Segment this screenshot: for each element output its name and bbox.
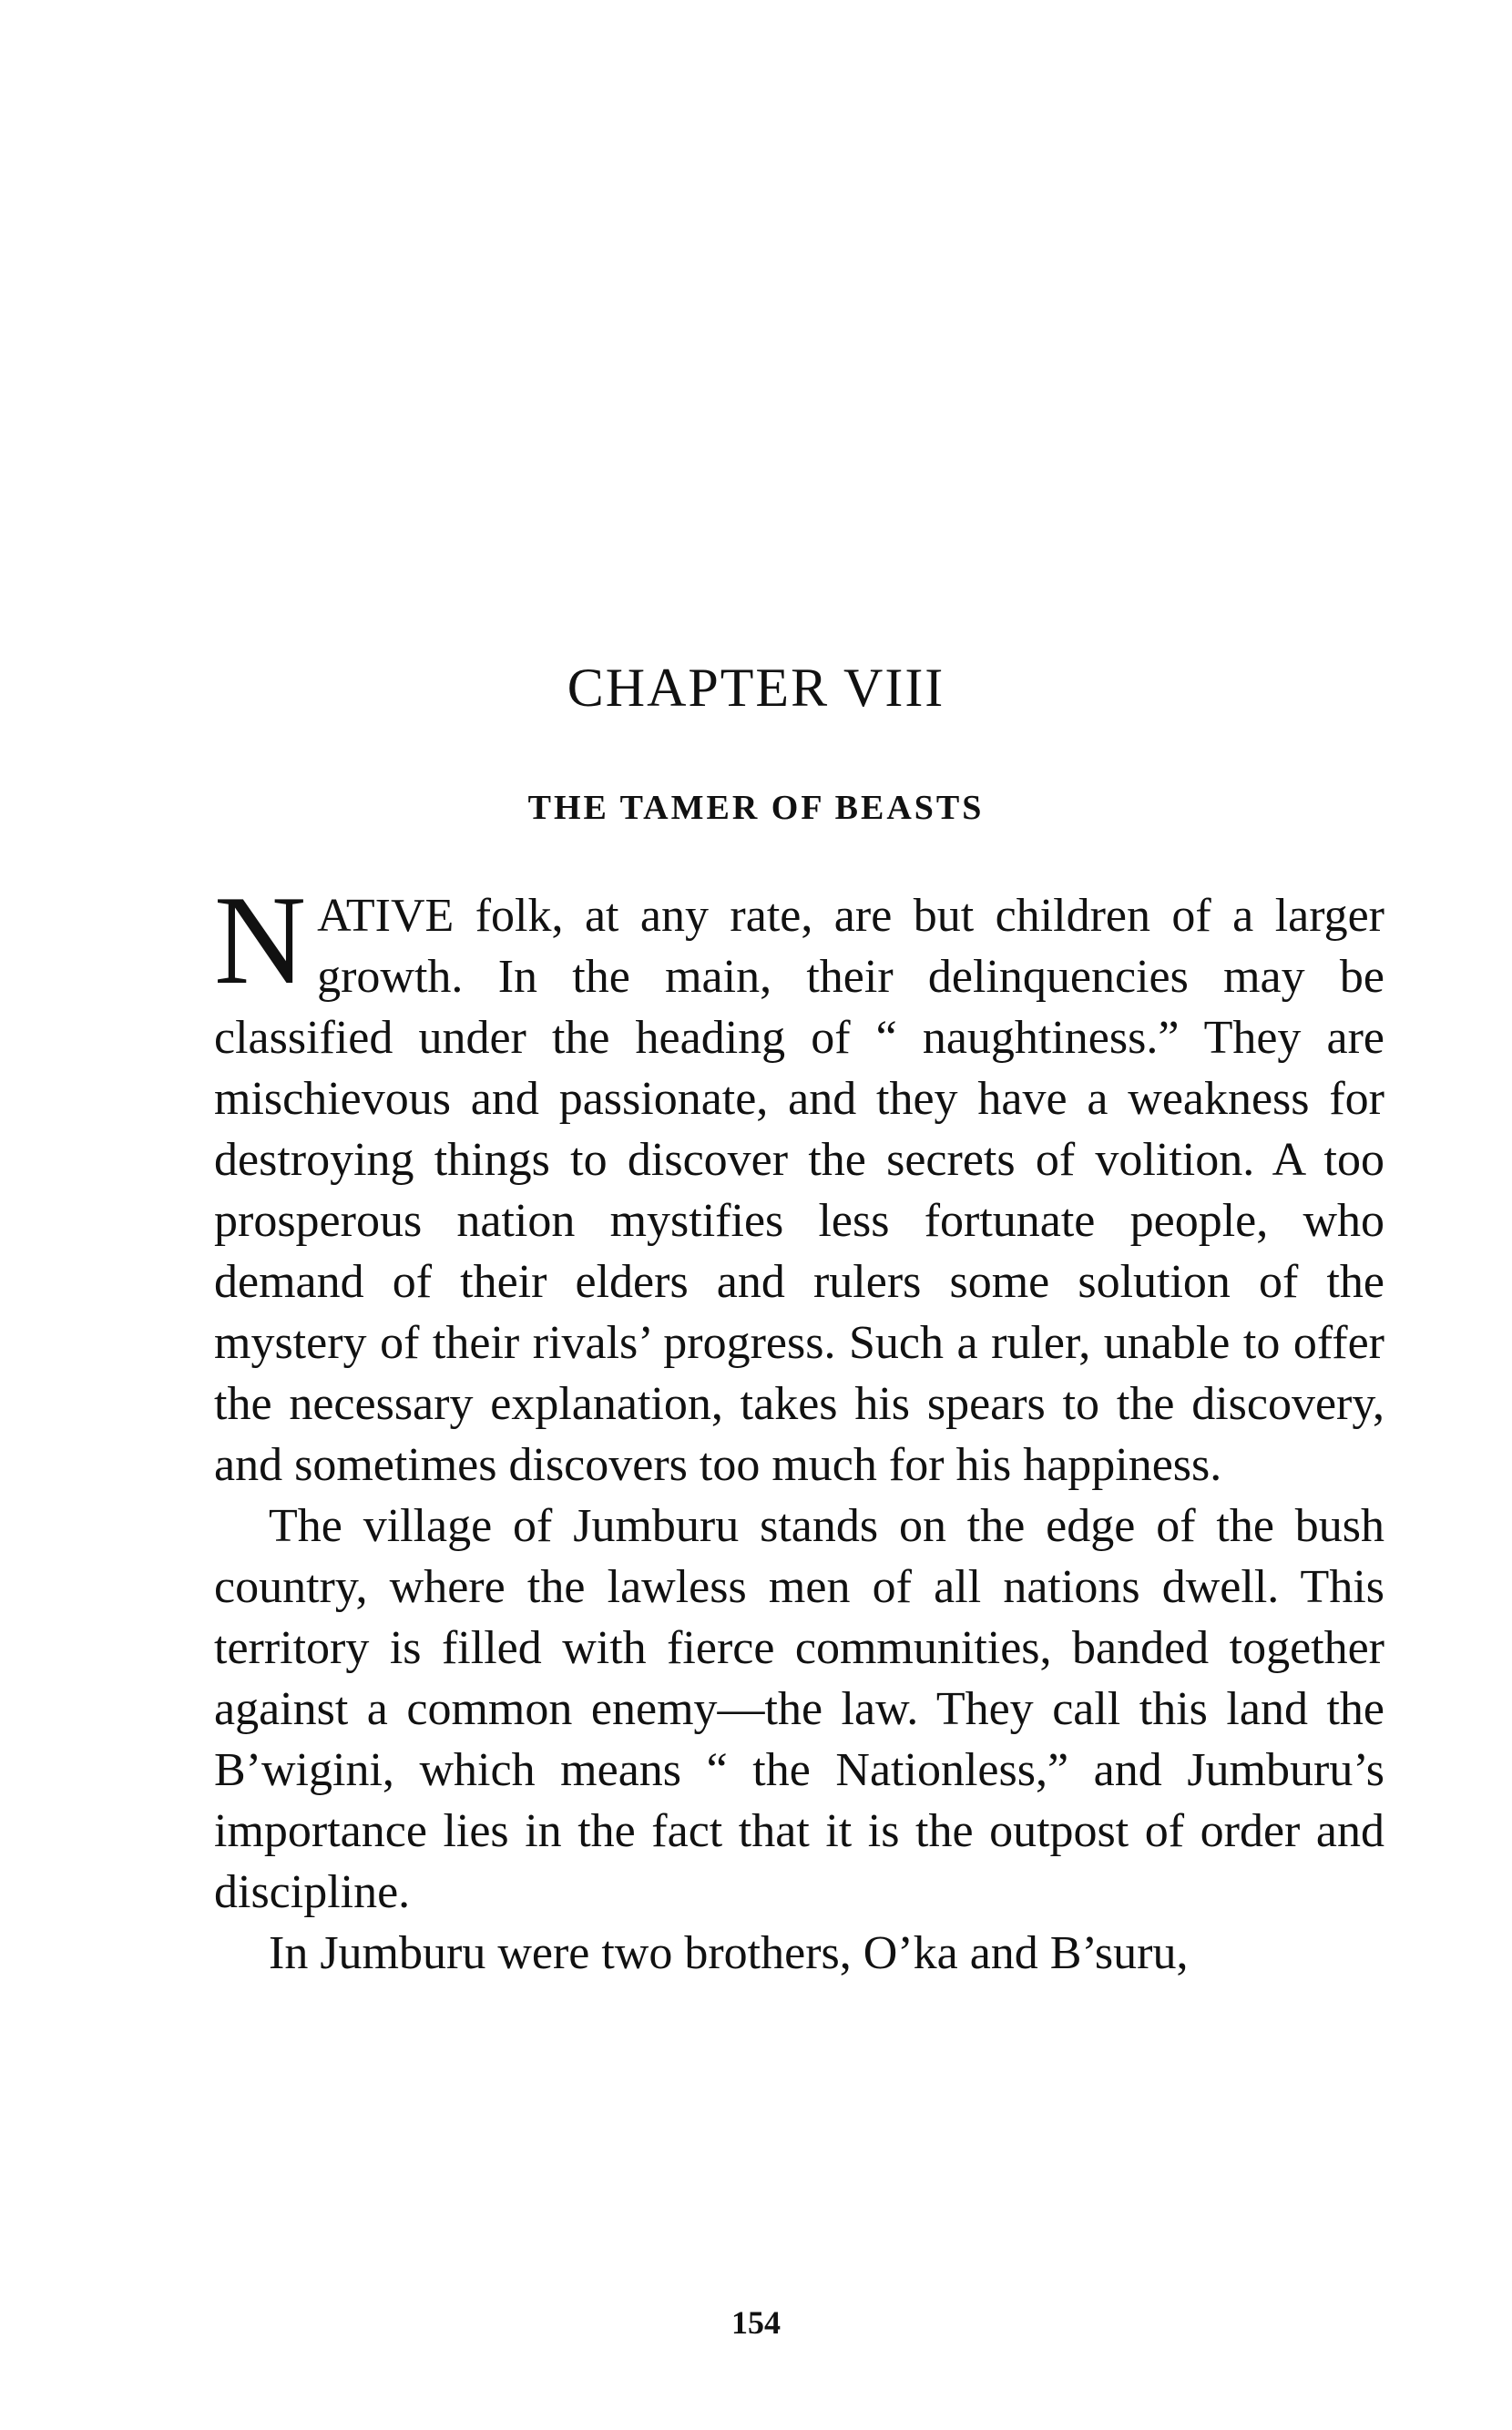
chapter-body	[214, 870, 1384, 1984]
paragraph-1-text: ATIVE folk, at any rate, are but children of a larger growth. In the main, their delinquencies may be classified under the heading of “ naughtiness.” They are mischievous and passionate, and they have a weakness for destroying things to discover the secrets of volition. A too prosperous nation mystifies less fortunate people, who demand of their elders and rulers some solution of the mystery of their rivals’ progress. Such a ruler, unable to offer the necessary explanation, takes his spears to the discovery, and sometimes discovers too much for his happiness.	[214, 890, 1384, 1491]
page-number: 154	[731, 2304, 781, 2341]
drop-cap: N	[214, 870, 307, 1011]
chapter-title: THE TAMER OF BEASTS	[527, 789, 985, 827]
chapter-number: CHAPTER VIII	[567, 658, 945, 718]
paragraph-3: In Jumburu were two brothers, O’ka and B’suru,	[269, 1927, 1189, 1979]
paragraph-2: The village of Jumburu stands on the edge of the bush country, where the lawless men of all nations dwell. This territory is filled with fierce communities, banded together against a common enemy—the law. They call this land the B’wigini, which means “ the Nationless,” and Jumburu’s importance lies in the fact that it is the outpost of order and discipline.	[214, 1500, 1384, 1918]
paragraph-1	[214, 870, 1384, 1496]
